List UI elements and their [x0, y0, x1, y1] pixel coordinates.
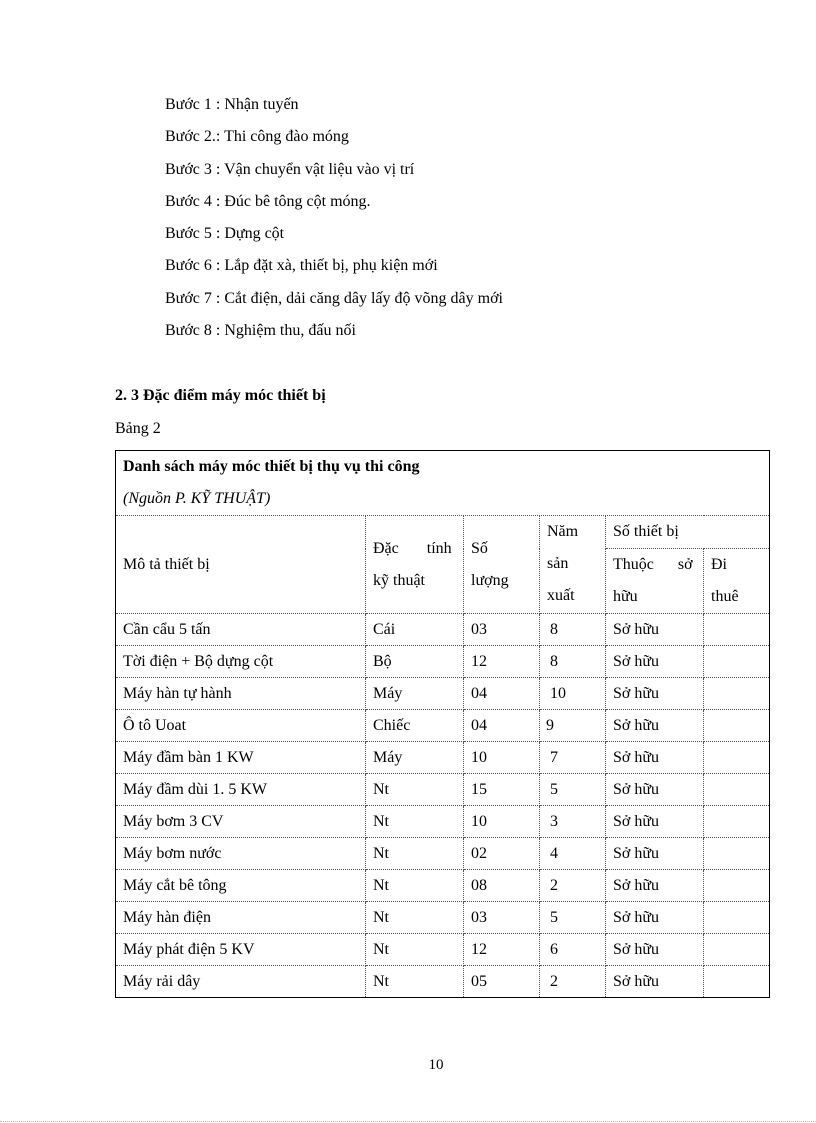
table-row: [116, 902, 770, 934]
cell-year: 5: [540, 774, 606, 806]
cell-year: 8: [540, 614, 606, 646]
cell-owned: Sở hữu: [606, 774, 704, 806]
cell-rented: [704, 646, 770, 678]
cell-spec: Cái: [366, 614, 464, 646]
table-row: [116, 614, 770, 646]
header-year-line-3: xuất: [547, 587, 575, 604]
header-description: Mô tả thiết bị: [116, 516, 366, 614]
header-qty: [464, 516, 540, 614]
table-row: [116, 742, 770, 774]
header-qty-line-1: Số: [471, 539, 488, 557]
cell-owned: Sở hữu: [606, 742, 704, 774]
cell-owned: Sở hữu: [606, 934, 704, 966]
table-title-cell: [116, 451, 770, 516]
cell-spec: Nt: [366, 838, 464, 870]
step-7: Bước 7 : Cắt điện, dải căng dây lấy độ võng dây mới: [165, 289, 503, 307]
cell-name: Máy hàn điện: [116, 902, 366, 934]
cell-owned: Sở hữu: [606, 870, 704, 902]
section-heading: 2. 3 Đặc điểm máy móc thiết bị: [115, 387, 326, 404]
step-6: Bước 6 : Lắp đặt xà, thiết bị, phụ kiện mới: [165, 257, 438, 275]
step-5: Bước 5 : Dựng cột: [165, 225, 285, 243]
table-row: [116, 646, 770, 678]
cell-qty: 10: [464, 806, 540, 838]
cell-owned: Sở hữu: [606, 966, 704, 998]
cell-qty: 12: [464, 934, 540, 966]
cell-qty: 02: [464, 838, 540, 870]
cell-name: Máy bơm 3 CV: [116, 806, 366, 838]
step-2: Bước 2.: Thi công đào móng: [165, 128, 349, 146]
table-row: [116, 806, 770, 838]
cell-qty: 08: [464, 870, 540, 902]
cell-year: 2: [540, 870, 606, 902]
cell-qty: 03: [464, 614, 540, 646]
cell-qty: 05: [464, 966, 540, 998]
equipment-rows: [116, 614, 770, 998]
table-row: [116, 870, 770, 902]
header-owned-line-2: hữu: [613, 588, 638, 605]
page-number: 10: [428, 1057, 444, 1073]
cell-rented: [704, 966, 770, 998]
cell-owned: Sở hữu: [606, 806, 704, 838]
cell-owned: Sở hữu: [606, 614, 704, 646]
cell-spec: Nt: [366, 870, 464, 902]
cell-rented: [704, 614, 770, 646]
cell-qty: 04: [464, 678, 540, 710]
cell-rented: [704, 742, 770, 774]
cell-year: 9: [540, 710, 606, 742]
step-4: Bước 4 : Đúc bê tông cột móng.: [165, 192, 371, 210]
cell-name: Cần cẩu 5 tấn: [116, 614, 366, 646]
cell-rented: [704, 870, 770, 902]
table-row: [116, 966, 770, 998]
cell-year: 7: [540, 742, 606, 774]
step-1: Bước 1 : Nhận tuyến: [165, 96, 299, 113]
cell-year: 4: [540, 838, 606, 870]
header-rented: [704, 549, 770, 614]
cell-rented: [704, 774, 770, 806]
cell-name: Ô tô Uoat: [116, 710, 366, 742]
table-row: [116, 838, 770, 870]
cell-spec: Nt: [366, 806, 464, 838]
cell-owned: Sở hữu: [606, 710, 704, 742]
equipment-table: [115, 450, 770, 998]
cell-year: 2: [540, 966, 606, 998]
header-year-line-2: sản: [547, 555, 569, 572]
cell-rented: [704, 710, 770, 742]
cell-rented: [704, 838, 770, 870]
cell-rented: [704, 678, 770, 710]
cell-name: Máy hàn tự hành: [116, 678, 366, 710]
header-rented-line-2: thuê: [711, 588, 739, 605]
cell-rented: [704, 934, 770, 966]
cell-qty: 12: [464, 646, 540, 678]
cell-spec: Bộ: [366, 646, 464, 678]
cell-owned: Sở hữu: [606, 646, 704, 678]
table-title: Danh sách máy móc thiết bị thụ vụ thi công: [123, 458, 420, 475]
cell-name: Tời điện + Bộ dựng cột: [116, 646, 366, 678]
header-year-line-1: Năm: [547, 523, 579, 540]
cell-name: Máy bơm nước: [116, 838, 366, 870]
cell-name: Máy đầm dùi 1. 5 KW: [116, 774, 366, 806]
cell-qty: 04: [464, 710, 540, 742]
cell-name: Máy cắt bê tông: [116, 870, 366, 902]
cell-name: Máy đầm bàn 1 KW: [116, 742, 366, 774]
construction-steps: [165, 93, 503, 351]
header-devices: Số thiết bị: [606, 516, 770, 549]
cell-qty: 03: [464, 902, 540, 934]
cell-owned: Sở hữu: [606, 838, 704, 870]
cell-year: 3: [540, 806, 606, 838]
cell-rented: [704, 806, 770, 838]
table-source: (Nguồn P. KỸ THUẬT): [123, 490, 271, 507]
cell-year: 6: [540, 934, 606, 966]
header-spec-word-1: Đặc tính: [373, 539, 452, 557]
page-bottom-border: [0, 1121, 816, 1122]
header-spec-line-2: kỹ thuật: [373, 571, 425, 589]
cell-spec: Máy: [366, 742, 464, 774]
cell-name: Máy rải dây: [116, 966, 366, 998]
cell-qty: 15: [464, 774, 540, 806]
table-row: [116, 710, 770, 742]
cell-year: 5: [540, 902, 606, 934]
cell-spec: Nt: [366, 966, 464, 998]
table-row: [116, 774, 770, 806]
cell-spec: Chiếc: [366, 710, 464, 742]
cell-spec: Nt: [366, 934, 464, 966]
header-year: [540, 516, 606, 614]
table-row: [116, 934, 770, 966]
header-owned-line-1: Thuộc sở: [613, 556, 693, 573]
cell-spec: Nt: [366, 902, 464, 934]
cell-rented: [704, 902, 770, 934]
header-owned: [606, 549, 704, 614]
cell-spec: Máy: [366, 678, 464, 710]
table-row: [116, 678, 770, 710]
step-3: Bước 3 : Vận chuyển vật liệu vào vị trí: [165, 160, 415, 178]
header-spec: [366, 516, 464, 614]
cell-year: 8: [540, 646, 606, 678]
header-rented-line-1: Đi: [711, 556, 727, 573]
cell-name: Máy phát điện 5 KV: [116, 934, 366, 966]
cell-spec: Nt: [366, 774, 464, 806]
cell-owned: Sở hữu: [606, 902, 704, 934]
step-8: Bước 8 : Nghiệm thu, đấu nối: [165, 322, 356, 340]
cell-owned: Sở hữu: [606, 678, 704, 710]
table-caption: Bảng 2: [115, 420, 161, 437]
cell-year: 10: [540, 678, 606, 710]
header-qty-line-2: lượng: [471, 571, 509, 589]
cell-qty: 10: [464, 742, 540, 774]
